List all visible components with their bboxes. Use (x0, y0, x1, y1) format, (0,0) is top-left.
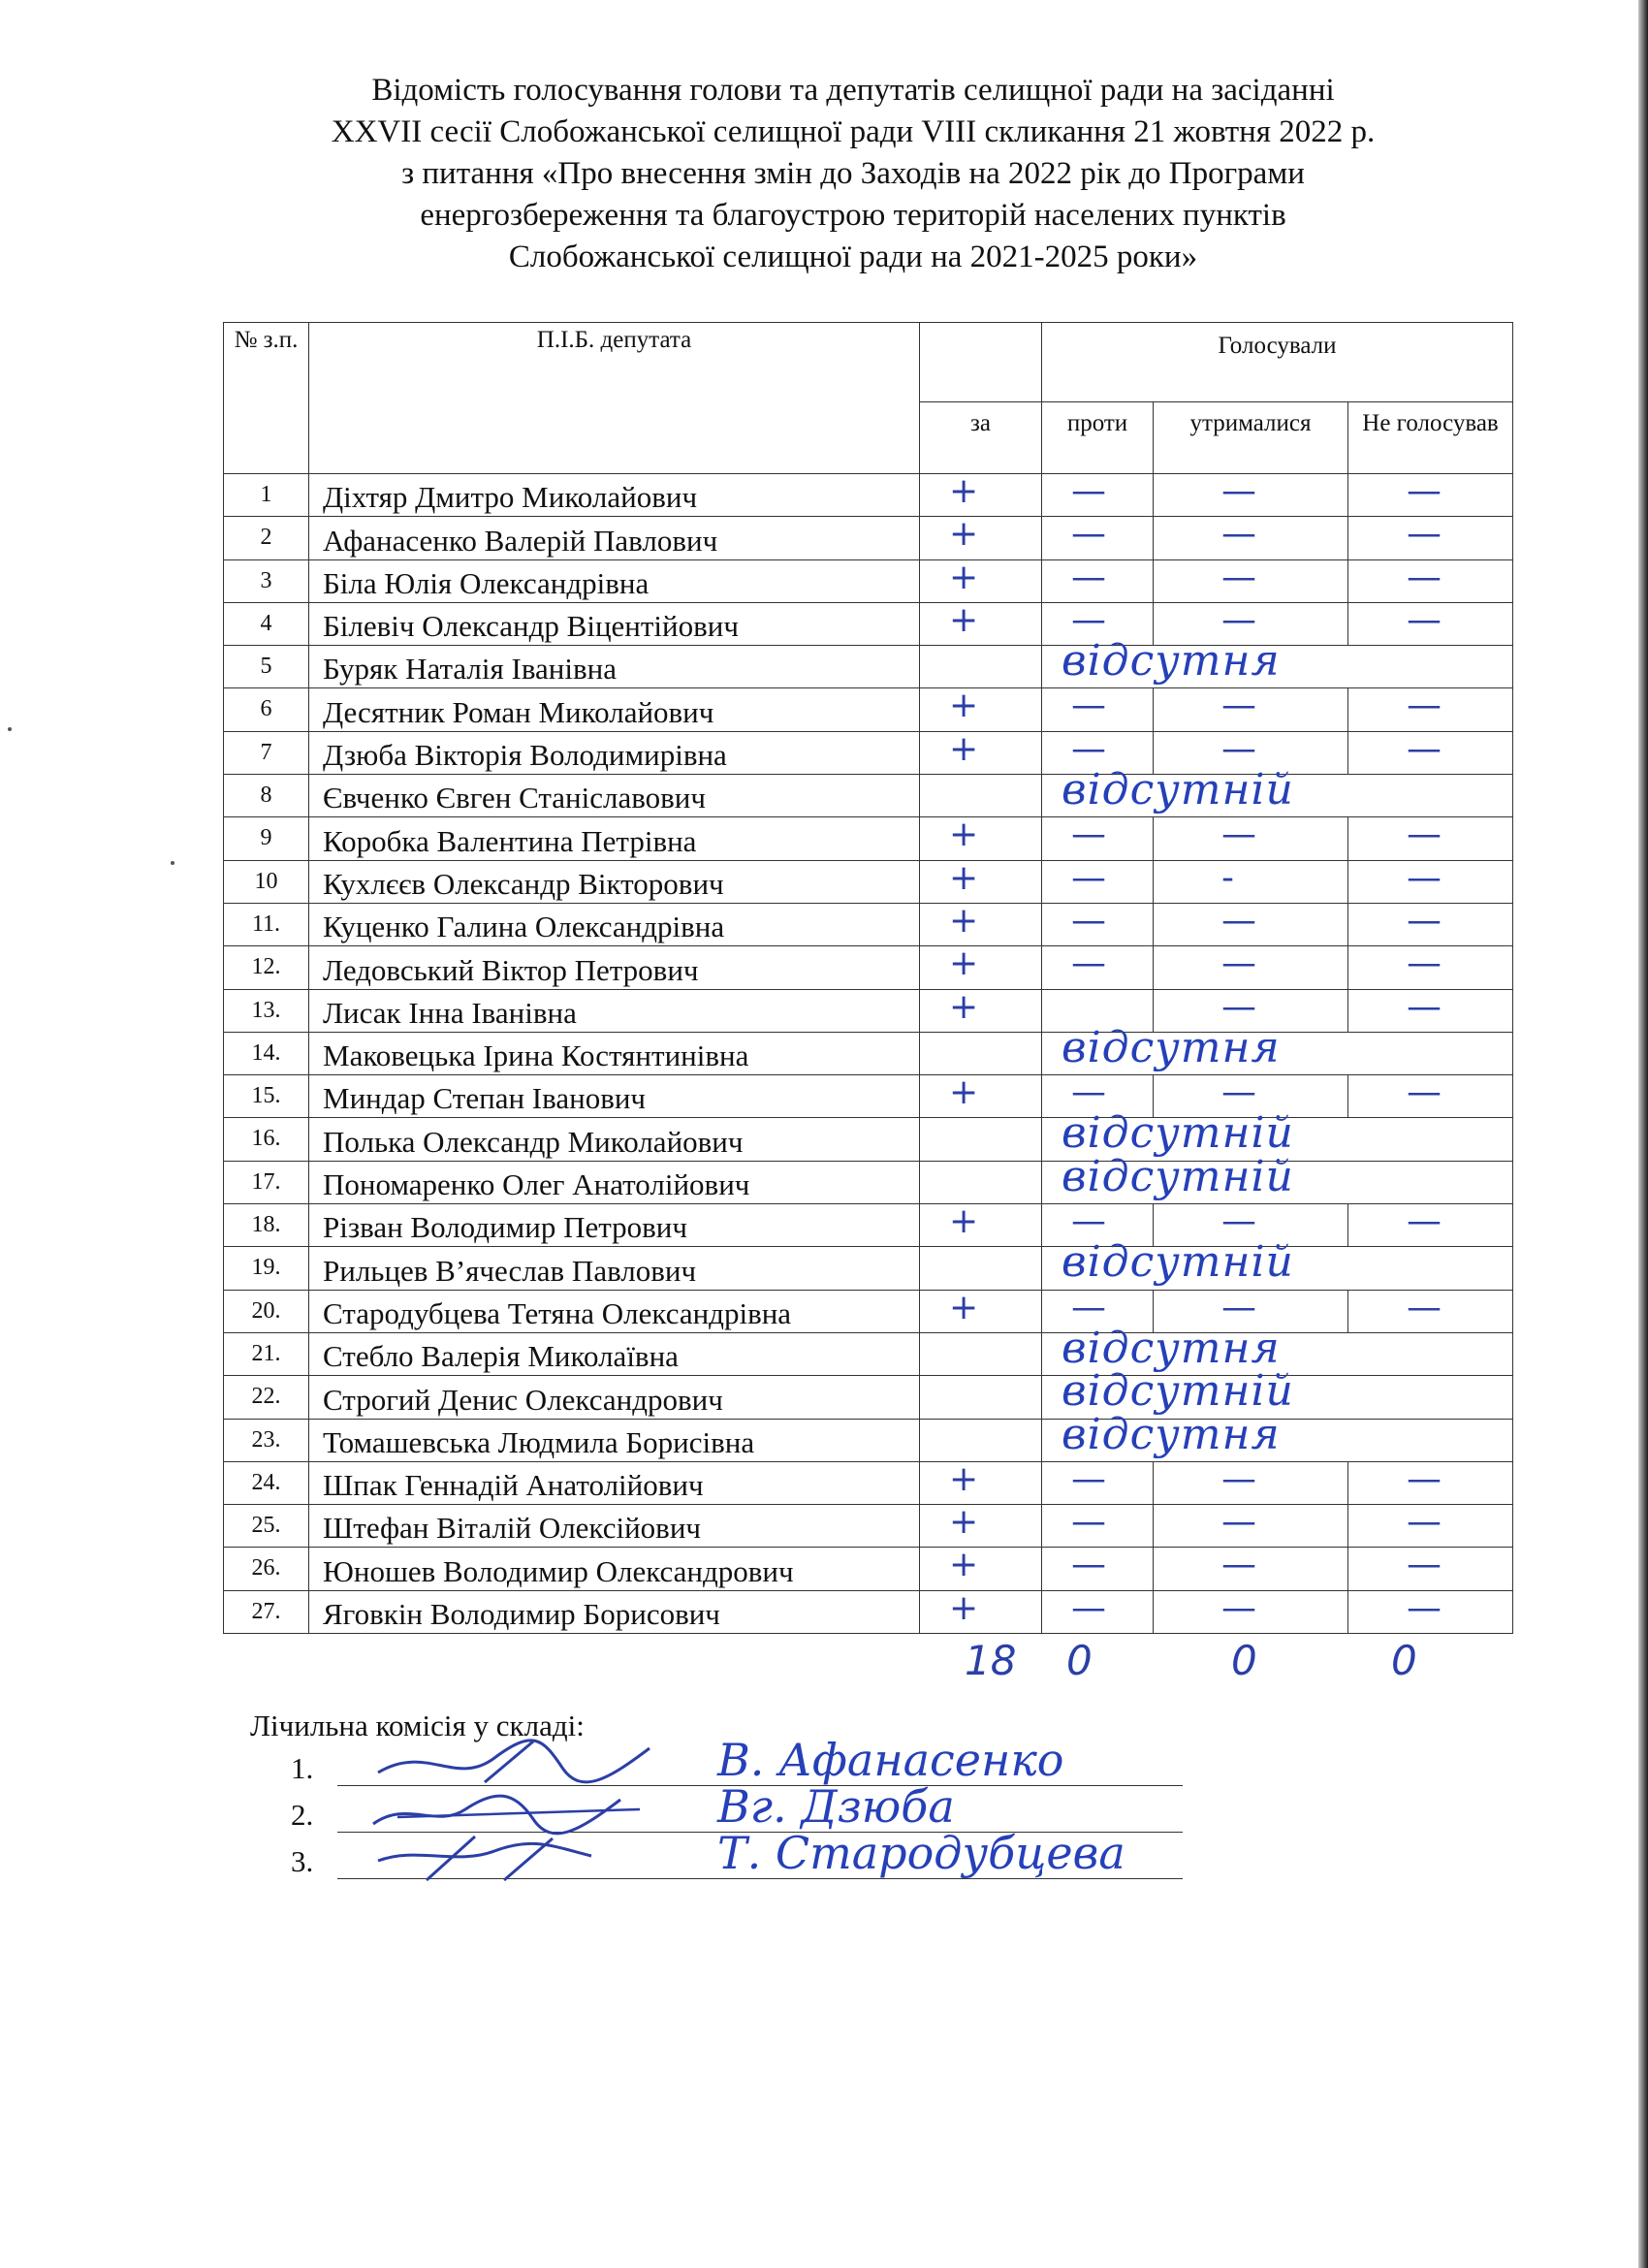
dash-mark: — (1221, 1502, 1256, 1543)
vote-abstained-cell (1154, 471, 1348, 517)
dash-mark: — (1071, 686, 1106, 726)
vote-for-cell (920, 1458, 1042, 1504)
absent-cell (1042, 1151, 1513, 1203)
vote-for-cell (920, 1502, 1042, 1548)
dash-mark: — (1071, 943, 1106, 984)
row-number: 20. (224, 1290, 309, 1332)
signature-scribble (368, 1827, 659, 1885)
scan-speck (171, 861, 174, 865)
vote-not-voted-cell (1348, 1458, 1513, 1504)
dash-mark: — (1221, 514, 1256, 555)
deputy-name: Полька Олександр Миколайович (309, 1118, 920, 1161)
dash-mark: — (1407, 514, 1442, 555)
dash-mark: — (1221, 1201, 1256, 1242)
total-not-voted: 0 (1391, 1637, 1417, 1684)
dash-mark: — (1407, 557, 1442, 597)
table-row (224, 1461, 1513, 1504)
dash-mark: — (1071, 1545, 1106, 1585)
vote-for-cell (920, 646, 1042, 688)
table-row (224, 1247, 1513, 1290)
deputy-name: Строгий Денис Олександрович (309, 1376, 920, 1419)
plus-mark: + (949, 1201, 979, 1242)
absent-note: відсутній (1062, 1237, 1294, 1288)
deputy-name: Афанасенко Валерій Павлович (309, 517, 920, 559)
vote-for-cell (920, 1287, 1042, 1332)
table-row (224, 1204, 1513, 1247)
vote-for-cell (920, 688, 1042, 731)
deputy-name: Біла Юлія Олександрівна (309, 559, 920, 602)
table-row (224, 817, 1513, 860)
vote-not-voted-cell (1348, 728, 1513, 774)
vote-for-cell (920, 728, 1042, 774)
title-line: XXVII сесії Слобожанської селищної ради VIII скликання 21 жовтня 2022 р. (331, 114, 1376, 149)
table-row (224, 1590, 1513, 1633)
row-number: 16. (224, 1118, 309, 1161)
row-number: 5 (224, 646, 309, 688)
row-number: 18. (224, 1204, 309, 1247)
row-number: 3 (224, 559, 309, 602)
row-number: 24. (224, 1461, 309, 1504)
vote-against-cell (1042, 1458, 1154, 1504)
header-num: № з.п. (224, 323, 309, 474)
vote-for-cell (920, 817, 1042, 860)
vote-against-cell (1042, 943, 1154, 989)
vote-for-cell (920, 1247, 1042, 1290)
member-name: Вг. Дзюба (717, 1780, 955, 1833)
vote-not-voted-cell (1348, 857, 1513, 903)
table-row (224, 1505, 1513, 1548)
header-against: проти (1042, 402, 1154, 474)
vote-abstained-cell (1154, 900, 1348, 945)
vote-for-cell (920, 1419, 1042, 1461)
absent-note: відсутній (1062, 1108, 1294, 1159)
table-row (224, 860, 1513, 903)
vote-for-cell (920, 1118, 1042, 1161)
header-name: П.І.Б. депутата (309, 323, 920, 474)
plus-mark: + (949, 1458, 979, 1499)
deputy-name: Маковецька Ірина Костянтинівна (309, 1032, 920, 1074)
vote-not-voted-cell (1348, 514, 1513, 559)
vote-against-cell (1042, 471, 1154, 517)
dash-mark: — (1407, 815, 1442, 855)
header-empty (920, 323, 1042, 402)
deputy-name: Стебло Валерія Миколаївна (309, 1332, 920, 1375)
vote-for-cell (920, 943, 1042, 989)
vote-not-voted-cell (1348, 817, 1513, 860)
dash-mark: — (1407, 857, 1442, 898)
dash-mark: — (1071, 557, 1106, 597)
table-row (224, 731, 1513, 774)
voting-table (223, 322, 1513, 1634)
document-title (155, 70, 1551, 278)
absent-note: відсутня (1062, 1022, 1281, 1072)
row-number: 26. (224, 1548, 309, 1590)
deputy-name: Кухлєєв Олександр Вікторович (309, 860, 920, 903)
absent-note: відсутній (1062, 765, 1294, 815)
dash-mark: — (1407, 1458, 1442, 1499)
table-row (224, 1118, 1513, 1161)
title-line: Слобожанської селищної ради на 2021-2025 роки» (508, 240, 1198, 274)
plus-mark: + (949, 471, 979, 511)
vote-not-voted-cell (1348, 900, 1513, 945)
table-row (224, 474, 1513, 517)
deputy-name: Білевіч Олександр Віцентійович (309, 602, 920, 645)
plus-mark: + (949, 599, 979, 640)
table-row (224, 946, 1513, 989)
table-row (224, 1376, 1513, 1419)
vote-abstained-cell (1154, 688, 1348, 731)
absent-cell (1042, 636, 1513, 688)
absent-cell (1042, 1409, 1513, 1461)
vote-for-cell (920, 1032, 1042, 1074)
plus-mark: + (949, 514, 979, 555)
vote-abstained-cell (1154, 514, 1348, 559)
dash-mark: — (1407, 986, 1442, 1027)
commission-label: Лічильна комісія у складі: (250, 1709, 585, 1742)
table-row (224, 1548, 1513, 1590)
deputy-name: Юношев Володимир Олександрович (309, 1548, 920, 1590)
vote-for-cell (920, 1201, 1042, 1247)
vote-not-voted-cell (1348, 688, 1513, 731)
dash-mark: — (1221, 986, 1256, 1027)
table-row (224, 903, 1513, 945)
vote-for-cell (920, 1161, 1042, 1203)
vote-abstained-cell (1154, 857, 1348, 903)
vote-not-voted-cell (1348, 1587, 1513, 1633)
vote-for-cell (920, 514, 1042, 559)
deputy-name: Дзюба Вікторія Володимирівна (309, 731, 920, 774)
dash-mark: — (1407, 1201, 1442, 1242)
deputy-name: Яговкін Володимир Борисович (309, 1590, 920, 1633)
row-number: 8 (224, 775, 309, 817)
row-number: 22. (224, 1376, 309, 1419)
table-row (224, 1332, 1513, 1375)
row-number: 27. (224, 1590, 309, 1633)
deputy-name: Діхтяр Дмитро Миколайович (309, 474, 920, 517)
table-row (224, 775, 1513, 817)
vote-not-voted-cell (1348, 1545, 1513, 1590)
vote-abstained-cell (1154, 559, 1348, 602)
deputy-name: Стародубцева Тетяна Олександрівна (309, 1290, 920, 1332)
vote-against-cell (1042, 688, 1154, 731)
vote-against-cell (1042, 514, 1154, 559)
vote-against-cell (1042, 900, 1154, 945)
vote-against-cell (1042, 559, 1154, 602)
deputy-name: Миндар Степан Іванович (309, 1075, 920, 1118)
total-against: 0 (1066, 1637, 1093, 1684)
vote-for-cell (920, 1587, 1042, 1633)
vote-not-voted-cell (1348, 1201, 1513, 1247)
dash-mark: — (1221, 471, 1256, 511)
row-number: 10 (224, 860, 309, 903)
dash-mark: — (1221, 815, 1256, 855)
dash-mark: — (1407, 686, 1442, 726)
dash-mark: — (1071, 1502, 1106, 1543)
plus-mark: + (949, 1287, 979, 1327)
row-number: 14. (224, 1032, 309, 1074)
absent-note: відсутній (1062, 1366, 1294, 1417)
row-number: 4 (224, 602, 309, 645)
vote-not-voted-cell (1348, 1502, 1513, 1548)
row-number: 12. (224, 946, 309, 989)
header-for: за (920, 402, 1042, 474)
vote-for-cell (920, 1376, 1042, 1419)
vote-for-cell (920, 471, 1042, 517)
vote-for-cell (920, 599, 1042, 645)
vote-abstained-cell (1154, 1458, 1348, 1504)
table-row (224, 1032, 1513, 1074)
vote-for-cell (920, 900, 1042, 945)
title-line: енергозбереження та благоустрою територій населених пунктів (420, 198, 1286, 233)
vote-not-voted-cell (1348, 986, 1513, 1032)
vote-not-voted-cell (1348, 1287, 1513, 1332)
deputy-name: Євченко Євген Станіславович (309, 775, 920, 817)
dash-mark: — (1221, 1072, 1256, 1113)
deputy-name: Куценко Галина Олександрівна (309, 903, 920, 945)
row-number: 23. (224, 1419, 309, 1461)
vote-for-cell (920, 1545, 1042, 1590)
scan-edge (1638, 0, 1648, 2268)
vote-against-cell (1042, 1587, 1154, 1633)
vote-abstained-cell (1154, 817, 1348, 860)
dash-mark: — (1071, 514, 1106, 555)
dash-mark: — (1407, 1072, 1442, 1113)
vote-not-voted-cell (1348, 559, 1513, 602)
plus-mark: + (949, 857, 979, 898)
vote-not-voted-cell (1348, 1072, 1513, 1118)
deputy-name: Шпак Геннадій Анатолійович (309, 1461, 920, 1504)
absent-cell (1042, 1237, 1513, 1290)
dash-mark: — (1071, 900, 1106, 941)
dash-mark: — (1221, 1287, 1256, 1327)
vote-not-voted-cell (1348, 599, 1513, 645)
dash-mark: — (1407, 471, 1442, 511)
dash-mark: — (1071, 1072, 1106, 1113)
dash-mark: — (1407, 1545, 1442, 1585)
table-row (224, 989, 1513, 1032)
dash-mark: — (1221, 599, 1256, 640)
dash-mark: — (1071, 1287, 1106, 1327)
table-row (224, 688, 1513, 731)
vote-abstained-cell (1154, 1545, 1348, 1590)
deputy-name: Буряк Наталія Іванівна (309, 646, 920, 688)
vote-abstained-cell (1154, 1502, 1348, 1548)
dash-mark: — (1071, 471, 1106, 511)
member-index: 2. (291, 1798, 314, 1832)
dash-mark: — (1221, 557, 1256, 597)
total-for: 18 (965, 1637, 1017, 1684)
dash-mark: — (1407, 1502, 1442, 1543)
row-number: 13. (224, 989, 309, 1032)
dash-mark: — (1407, 1287, 1442, 1327)
absent-note: відсутній (1062, 1151, 1294, 1201)
absent-cell (1042, 765, 1513, 817)
row-number: 2 (224, 517, 309, 559)
dash-mark: - (1221, 857, 1234, 898)
row-number: 9 (224, 817, 309, 860)
dash-mark: — (1221, 1545, 1256, 1585)
deputy-name: Пономаренко Олег Анатолійович (309, 1161, 920, 1203)
commission-member (291, 1827, 1183, 1887)
dash-mark: — (1407, 900, 1442, 941)
dash-mark: — (1221, 728, 1256, 769)
vote-not-voted-cell (1348, 471, 1513, 517)
vote-for-cell (920, 857, 1042, 903)
title-line: з питання «Про внесення змін до Заходів на 2022 рік до Програми (401, 156, 1305, 191)
plus-mark: + (949, 815, 979, 855)
table-row (224, 1161, 1513, 1203)
member-name: В. Афанасенко (717, 1734, 1064, 1786)
dash-mark: — (1071, 857, 1106, 898)
dash-mark: — (1071, 1587, 1106, 1628)
dash-mark: — (1071, 599, 1106, 640)
dash-mark: — (1071, 815, 1106, 855)
plus-mark: + (949, 986, 979, 1027)
row-number: 1 (224, 474, 309, 517)
absent-note: відсутня (1062, 636, 1281, 687)
dash-mark: — (1407, 943, 1442, 984)
deputy-name: Різван Володимир Петрович (309, 1204, 920, 1247)
dash-mark: — (1221, 1587, 1256, 1628)
plus-mark: + (949, 1587, 979, 1628)
plus-mark: + (949, 1545, 979, 1585)
member-index: 1. (291, 1751, 314, 1785)
plus-mark: + (949, 943, 979, 984)
dash-mark: — (1221, 1458, 1256, 1499)
table-row (224, 517, 1513, 559)
vote-totals (0, 1637, 1648, 1695)
member-name: Т. Стародубцева (717, 1827, 1125, 1879)
deputy-name: Томашевська Людмила Борисівна (309, 1419, 920, 1461)
header-not-voted: Не голосував (1348, 402, 1513, 474)
dash-mark: — (1071, 1201, 1106, 1242)
vote-for-cell (920, 1332, 1042, 1375)
dash-mark: — (1071, 728, 1106, 769)
row-number: 6 (224, 688, 309, 731)
vote-against-cell (1042, 1502, 1154, 1548)
dash-mark: — (1221, 900, 1256, 941)
plus-mark: + (949, 686, 979, 726)
vote-for-cell (920, 986, 1042, 1032)
table-row (224, 646, 1513, 688)
deputy-name: Десятник Роман Миколайович (309, 688, 920, 731)
row-number: 25. (224, 1505, 309, 1548)
vote-against-cell (1042, 857, 1154, 903)
dash-mark: — (1221, 943, 1256, 984)
vote-abstained-cell (1154, 943, 1348, 989)
dash-mark: — (1407, 1587, 1442, 1628)
deputy-name: Ледовський Віктор Петрович (309, 946, 920, 989)
absent-note: відсутня (1062, 1409, 1281, 1459)
table-row (224, 1075, 1513, 1118)
absent-note: відсутня (1062, 1323, 1281, 1373)
header-abstained: утрималися (1154, 402, 1348, 474)
vote-for-cell (920, 559, 1042, 602)
plus-mark: + (949, 1072, 979, 1113)
deputy-name: Рильцев В’ячеслав Павлович (309, 1247, 920, 1290)
row-number: 19. (224, 1247, 309, 1290)
dash-mark: — (1071, 1458, 1106, 1499)
row-number: 7 (224, 731, 309, 774)
vote-for-cell (920, 775, 1042, 817)
member-index: 3. (291, 1844, 314, 1878)
vote-for-cell (920, 1072, 1042, 1118)
plus-mark: + (949, 728, 979, 769)
table-row (224, 1290, 1513, 1332)
vote-abstained-cell (1154, 1587, 1348, 1633)
vote-not-voted-cell (1348, 943, 1513, 989)
plus-mark: + (949, 900, 979, 941)
title-line: Відомість голосування голови та депутатів селищної ради на засіданні (371, 73, 1335, 108)
deputy-name: Лисак Інна Іванівна (309, 989, 920, 1032)
row-number: 17. (224, 1161, 309, 1203)
deputy-name: Штефан Віталій Олексійович (309, 1505, 920, 1548)
absent-cell (1042, 1022, 1513, 1074)
row-number: 21. (224, 1332, 309, 1375)
deputy-name: Коробка Валентина Петрівна (309, 817, 920, 860)
plus-mark: + (949, 557, 979, 597)
scan-speck (8, 727, 12, 731)
total-abstained: 0 (1231, 1637, 1257, 1684)
dash-mark: — (1221, 686, 1256, 726)
row-number: 11. (224, 903, 309, 945)
vote-against-cell (1042, 1545, 1154, 1590)
plus-mark: + (949, 1502, 979, 1543)
table-row (224, 559, 1513, 602)
vote-against-cell (1042, 817, 1154, 860)
row-number: 15. (224, 1075, 309, 1118)
dash-mark: — (1407, 599, 1442, 640)
header-voted: Голосували (1042, 323, 1513, 402)
table-row (224, 1419, 1513, 1461)
dash-mark: — (1407, 728, 1442, 769)
table-row (224, 602, 1513, 645)
